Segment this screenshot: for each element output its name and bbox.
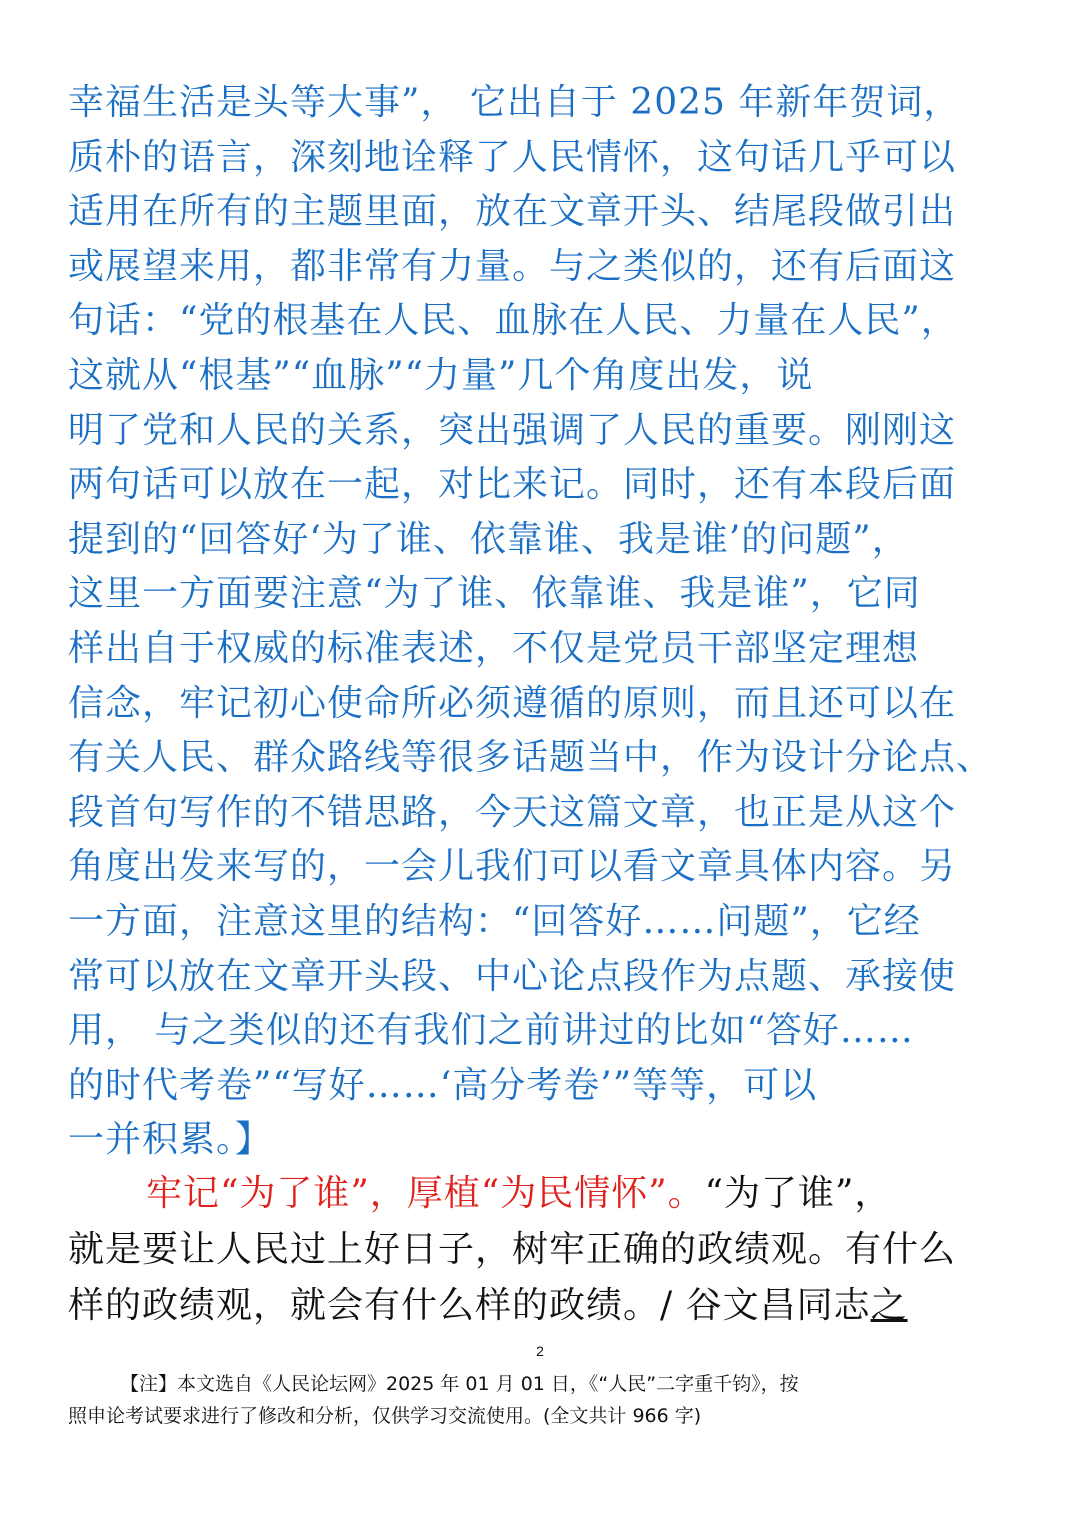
commentary-line: 一方面，注意这里的结构：“回答好……问题”，它经 — [68, 900, 921, 942]
commentary-line: 提到的“回答好‘为了谁、依靠谁、我是谁’的问题”， — [68, 518, 909, 560]
commentary-line: 有关人民、群众路线等很多话题当中，作为设计分论点、 — [68, 737, 994, 779]
commentary-line: 一并积累。】 — [68, 1119, 273, 1161]
article-line-1-text: “为了谁”， — [704, 1173, 892, 1214]
commentary-line: 用， 与之类似的还有我们之前讲过的比如“答好…… — [68, 1010, 914, 1052]
footnote-line-1: 【注】本文选自《人民论坛网》2025 年 01 月 01 日，《“人民”二字重千钧》，按 — [120, 1373, 799, 1395]
commentary-line: 这就从“根基”“血脉”“力量”几个角度出发，说 — [68, 354, 814, 396]
article-line-3-text: 样的政绩观，就会有什么样的政绩。/ 谷文昌同志 — [68, 1285, 871, 1326]
commentary-line: 两句话可以放在一起，对比来记。同时，还有本段后面 — [68, 464, 957, 506]
commentary-block — [68, 76, 1028, 1168]
commentary-line: 的时代考卷”“写好……‘高分考卷’”等等，可以 — [68, 1064, 818, 1106]
commentary-line: 或展望来用，都非常有力量。与之类似的，还有后面这 — [68, 245, 957, 287]
commentary-line: 明了党和人民的关系，突出强调了人民的重要。刚刚这 — [68, 409, 957, 451]
footnote — [68, 1368, 1028, 1432]
commentary-line: 质朴的语言，深刻地诠释了人民情怀，这句话几乎可以 — [68, 136, 957, 178]
commentary-line: 样出自于权威的标准表述，不仅是党员干部坚定理想 — [68, 627, 920, 669]
article-line-2: 就是要让人民过上好日子，树牢正确的政绩观。有什么 — [68, 1229, 957, 1270]
commentary-line: 适用在所有的主题里面，放在文章开头、结尾段做引出 — [68, 191, 957, 233]
article-line-3 — [68, 1278, 1028, 1334]
underlined-char: 之 — [870, 1285, 908, 1326]
article-line-1 — [68, 1166, 1028, 1222]
article-paragraph — [68, 1166, 1028, 1334]
commentary-line: 信念，牢记初心使命所必须遵循的原则，而且还可以在 — [68, 682, 957, 724]
commentary-line: 这里一方面要注意“为了谁、依靠谁、我是谁”，它同 — [68, 573, 921, 615]
footnote-line-2: 照申论考试要求进行了修改和分析，仅供学习交流使用。(全文共计 966 字) — [68, 1405, 702, 1427]
commentary-line: 角度出发来写的，一会儿我们可以看文章具体内容。另 — [68, 846, 957, 888]
commentary-line: 常可以放在文章开头段、中心论点段作为点题、承接使 — [68, 955, 957, 997]
commentary-line: 幸福生活是头等大事”， 它出自于 2025 年新年贺词， — [68, 82, 961, 123]
commentary-line: 段首句写作的不错思路，今天这篇文章，也正是从这个 — [68, 791, 957, 833]
section-heading: 牢记“为了谁”，厚植“为民情怀”。 — [146, 1173, 705, 1214]
page-number: 2 — [536, 1343, 544, 1359]
commentary-line: 句话：“党的根基在人民、血脉在人民、力量在人民”， — [68, 300, 958, 342]
